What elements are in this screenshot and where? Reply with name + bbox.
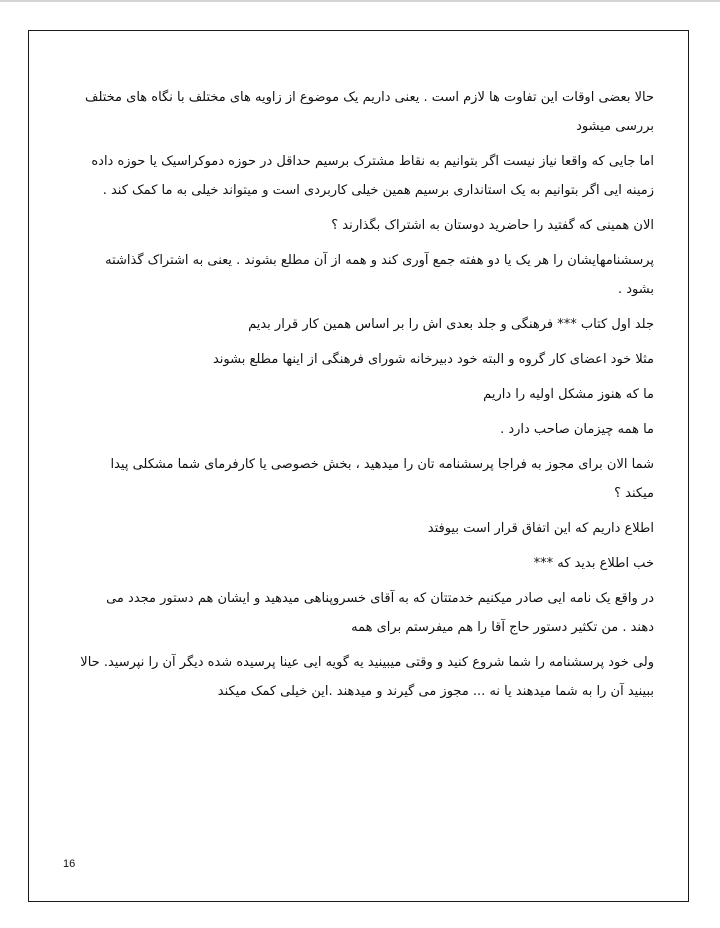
paragraph: حالا بعضی اوقات این تفاوت ها لازم است . یعنی داریم یک موضوع از زاویه های مختلف با نگاه های مختلف بررسی میشود <box>84 90 654 134</box>
paragraph: در واقع یک نامه ایی صادر میکنیم خدمتتان که به آقای خسروپناهی میدهید و ایشان هم دستور مجدد می دهند . من تکثیر دستور حاج آقا را هم میفرستم برای همه <box>106 591 654 635</box>
paragraph: ولی خود پرسشنامه را شما شروع کنید و وقتی میبینید یه گویه ایی عینا پرسیده شده دیگر آن را نپرسید. حالا ببینید آن را به شما میدهند یا نه ... مجوز می گیرند و میدهند .این خیلی کمک میکند <box>80 655 654 699</box>
document-page <box>28 30 689 902</box>
paragraph: ما که هنوز مشکل اولیه را داریم <box>483 387 654 402</box>
paragraph: پرسشنامهایشان را هر یک یا دو هفته جمع آوری کند و همه از آن مطلع بشوند . یعنی به اشتراک گذاشته بشود . <box>105 253 654 297</box>
paragraph: اطلاع داریم که این اتفاق قرار است بیوفتد <box>427 521 654 536</box>
paragraph: الان همینی که گفتید را حاضرید دوستان به اشتراک بگذارند ؟ <box>331 218 654 233</box>
viewer-top-edge <box>0 0 720 2</box>
paragraph: شما الان برای مجوز به فراجا پرسشنامه تان را میدهید ، بخش خصوصی یا کارفرمای شما مشکلی پیدا میکند ؟ <box>110 457 654 501</box>
paragraph: خب اطلاع بدید که *** <box>533 556 654 571</box>
paragraph: جلد اول کتاب *** فرهنگی و جلد بعدی اش را بر اساس همین کار قرار بدیم <box>248 317 654 332</box>
paragraph: اما جایی که واقعا نیاز نیست اگر بتوانیم به نقاط مشترک برسیم حداقل در حوزه دموکراسیک یا حوزه داده زمینه ایی اگر بتوانیم به یک استانداری برسیم همین خیلی کاربردی است و میتواند خیلی به ما کمک کند . <box>91 154 654 198</box>
paragraph: مثلا خود اعضای کار گروه و البته خود دبیرخانه شورای فرهنگی از اینها مطلع بشوند <box>212 352 654 367</box>
page-number: 16 <box>63 858 76 870</box>
page-body <box>79 83 654 712</box>
paragraph: ما همه چیزمان صاحب دارد . <box>500 422 654 437</box>
